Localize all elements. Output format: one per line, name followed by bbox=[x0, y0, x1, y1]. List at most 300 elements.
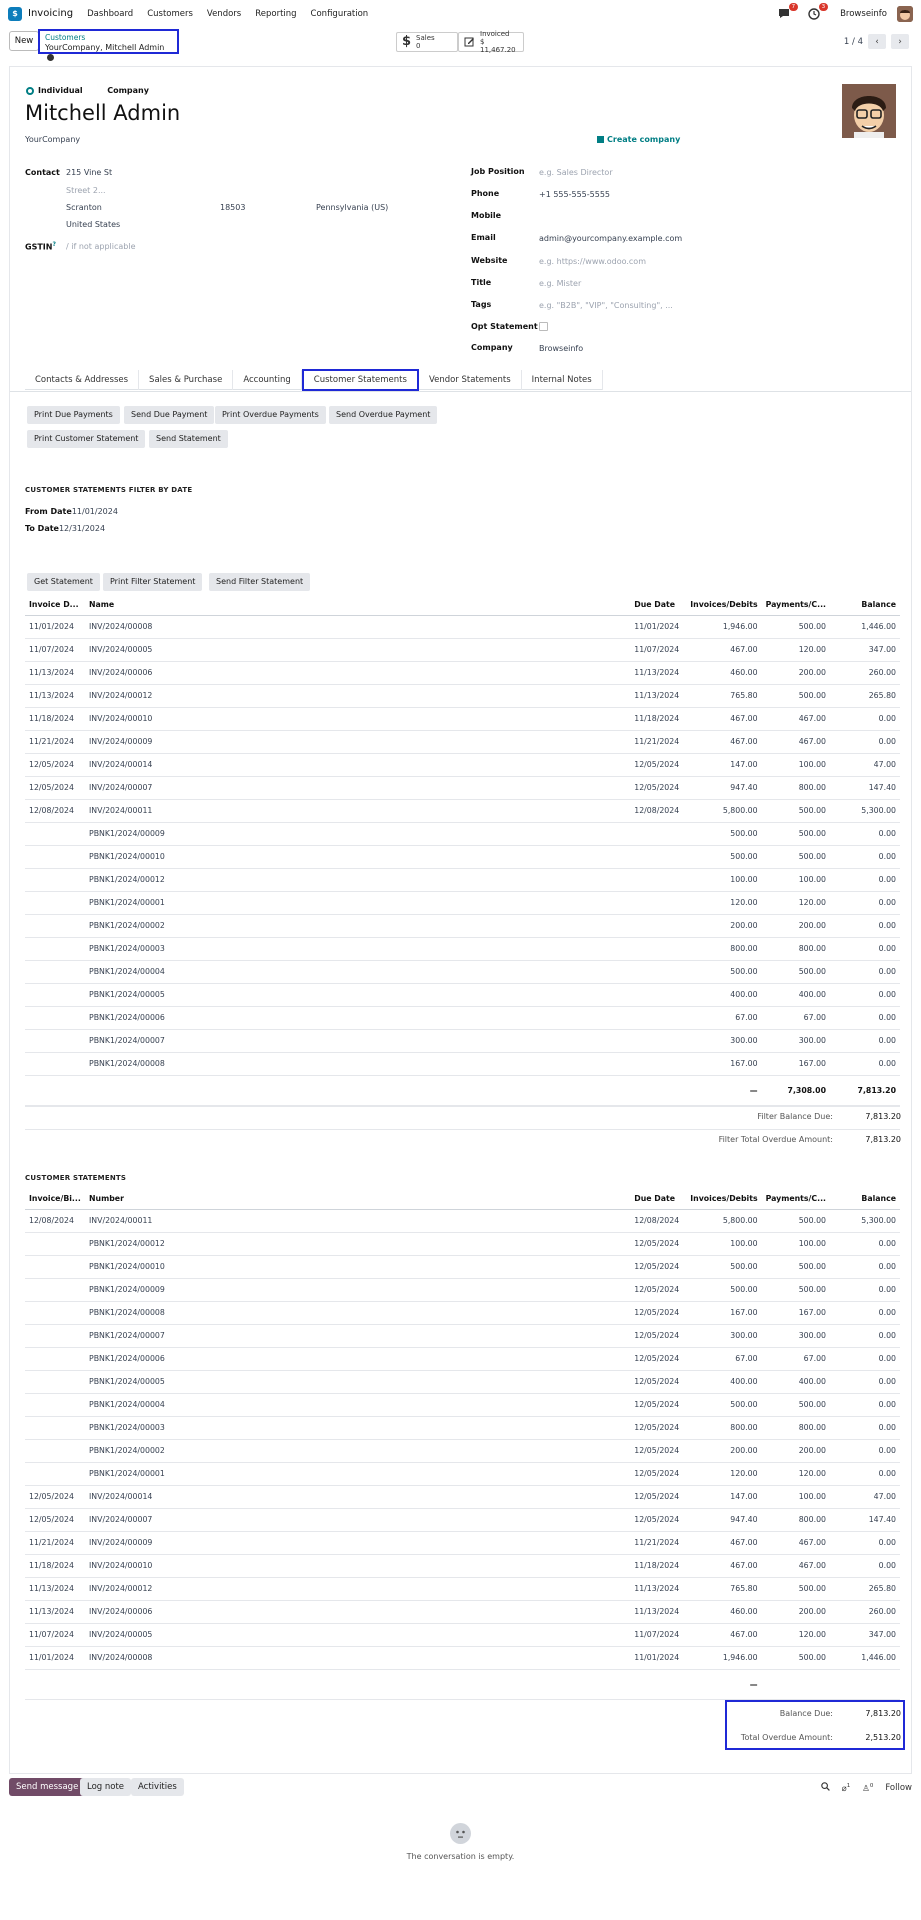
table-cell: 300.00 bbox=[762, 1324, 830, 1347]
tab-accounting[interactable]: Accounting bbox=[233, 370, 301, 390]
table-cell: 120.00 bbox=[686, 891, 761, 914]
radio-company-label[interactable]: Company bbox=[107, 86, 149, 95]
table-cell: 0.00 bbox=[830, 1462, 900, 1485]
totals-highlight-box bbox=[725, 1700, 905, 1750]
column-header[interactable]: Balance bbox=[830, 595, 900, 615]
table-cell bbox=[25, 1462, 85, 1485]
print-overdue-payments-button[interactable]: Print Overdue Payments bbox=[215, 406, 326, 424]
app-name[interactable]: Invoicing bbox=[28, 8, 74, 19]
table-cell: PBNK1/2024/00003 bbox=[85, 1416, 630, 1439]
table-cell: 0.00 bbox=[830, 1531, 900, 1554]
table-cell: 0.00 bbox=[830, 1232, 900, 1255]
table-cell: 200.00 bbox=[762, 661, 830, 684]
title-field[interactable]: e.g. Mister bbox=[539, 279, 582, 288]
table-cell: 800.00 bbox=[762, 776, 830, 799]
table-cell: 200.00 bbox=[762, 914, 830, 937]
filter-overdue-row bbox=[610, 1135, 901, 1144]
table-cell: PBNK1/2024/00012 bbox=[85, 1232, 630, 1255]
table-cell: 400.00 bbox=[762, 983, 830, 1006]
table-cell: 0.00 bbox=[830, 914, 900, 937]
menu-dashboard[interactable]: Dashboard bbox=[87, 8, 134, 19]
filter-row[interactable] bbox=[25, 937, 900, 960]
statement-row[interactable] bbox=[25, 1324, 900, 1347]
table-cell: 500.00 bbox=[762, 1646, 830, 1669]
table-cell: INV/2024/00008 bbox=[85, 1646, 630, 1669]
messages-icon[interactable] bbox=[778, 3, 796, 20]
filter-row[interactable] bbox=[25, 914, 900, 937]
paperclip-icon: ⌀ bbox=[841, 1783, 847, 1794]
table-cell: 11/18/2024 bbox=[25, 1554, 85, 1577]
filter-row[interactable] bbox=[25, 891, 900, 914]
table-cell: 0.00 bbox=[830, 868, 900, 891]
table-cell: 11/13/2024 bbox=[25, 1577, 85, 1600]
table-cell: 467.00 bbox=[686, 638, 761, 661]
table-cell bbox=[630, 1006, 686, 1029]
email-field[interactable]: admin@yourcompany.example.com bbox=[539, 234, 683, 243]
table-cell: 265.80 bbox=[830, 1577, 900, 1600]
table-cell: 120.00 bbox=[762, 1623, 830, 1646]
table-cell: INV/2024/00009 bbox=[85, 730, 630, 753]
table-cell: 500.00 bbox=[762, 615, 830, 638]
column-header[interactable]: Number bbox=[85, 1189, 630, 1209]
invoiced-smart-button[interactable] bbox=[458, 32, 524, 52]
table-cell: 67.00 bbox=[686, 1347, 761, 1370]
table-cell: 0.00 bbox=[830, 1052, 900, 1075]
table-cell: 147.40 bbox=[830, 1508, 900, 1531]
table-cell: 12/05/2024 bbox=[25, 1485, 85, 1508]
send-statement-button[interactable]: Send Statement bbox=[149, 430, 228, 448]
totals-row bbox=[25, 1075, 900, 1105]
table-cell: 147.40 bbox=[830, 776, 900, 799]
table-cell: 12/05/2024 bbox=[630, 776, 686, 799]
filter-row[interactable] bbox=[25, 845, 900, 868]
filter-row[interactable] bbox=[25, 638, 900, 661]
mobile-field[interactable] bbox=[539, 209, 789, 222]
statement-row[interactable] bbox=[25, 1577, 900, 1600]
table-cell: 500.00 bbox=[762, 1278, 830, 1301]
table-cell bbox=[25, 1052, 85, 1075]
table-cell: 11/01/2024 bbox=[630, 615, 686, 638]
from-date-field[interactable]: 11/01/2024 bbox=[71, 507, 118, 516]
title-label: Title bbox=[471, 278, 492, 287]
table-cell: PBNK1/2024/00009 bbox=[85, 822, 630, 845]
pager-value[interactable]: 1 / 4 bbox=[843, 36, 863, 47]
table-cell: INV/2024/00009 bbox=[85, 1531, 630, 1554]
table-cell: 1,946.00 bbox=[686, 615, 761, 638]
job-position-field[interactable]: e.g. Sales Director bbox=[539, 168, 613, 177]
totals-row bbox=[25, 1669, 900, 1699]
table-cell: PBNK1/2024/00012 bbox=[85, 868, 630, 891]
table-cell: PBNK1/2024/00008 bbox=[85, 1052, 630, 1075]
table-cell: 100.00 bbox=[762, 1232, 830, 1255]
gstin-field[interactable]: / if not applicable bbox=[66, 242, 136, 251]
partner-name[interactable]: Mitchell Admin bbox=[25, 101, 181, 125]
table-cell: 500.00 bbox=[762, 822, 830, 845]
table-cell: 12/05/2024 bbox=[630, 1393, 686, 1416]
sales-smart-button[interactable] bbox=[396, 32, 458, 52]
help-icon[interactable]: ? bbox=[52, 241, 56, 248]
table-cell: 12/05/2024 bbox=[630, 1439, 686, 1462]
table-cell: INV/2024/00006 bbox=[85, 1600, 630, 1623]
statement-row[interactable] bbox=[25, 1462, 900, 1485]
top-navbar bbox=[0, 0, 921, 27]
table-cell: 400.00 bbox=[686, 983, 761, 1006]
tab-internal-notes[interactable]: Internal Notes bbox=[522, 370, 603, 390]
country-field[interactable]: United States bbox=[66, 220, 121, 229]
table-cell: 11/13/2024 bbox=[630, 684, 686, 707]
send-overdue-payment-button[interactable]: Send Overdue Payment bbox=[329, 406, 437, 424]
plus-square-icon bbox=[597, 136, 604, 143]
opt-statement-checkbox[interactable] bbox=[539, 322, 548, 331]
filter-row[interactable] bbox=[25, 1052, 900, 1075]
statement-row[interactable] bbox=[25, 1485, 900, 1508]
filter-overdue-value: 7,813.20 bbox=[865, 1135, 901, 1144]
table-cell: 0.00 bbox=[830, 730, 900, 753]
print-filter-statement-button[interactable]: Print Filter Statement bbox=[103, 573, 202, 591]
table-cell: 347.00 bbox=[830, 638, 900, 661]
balance-due-label: Balance Due: bbox=[779, 1709, 833, 1718]
print-customer-statement-button[interactable]: Print Customer Statement bbox=[27, 430, 145, 448]
zip-field[interactable]: 18503 bbox=[220, 203, 246, 212]
table-cell: 467.00 bbox=[762, 730, 830, 753]
sales-label: Sales bbox=[416, 34, 435, 42]
column-header[interactable]: Invoice/Bi... bbox=[25, 1189, 85, 1209]
gstin-label bbox=[25, 241, 56, 252]
table-cell: INV/2024/00014 bbox=[85, 753, 630, 776]
opt-statement-label: Opt Statement bbox=[471, 322, 538, 331]
column-header[interactable]: Due Date bbox=[630, 1189, 686, 1209]
tab-contacts-addresses[interactable]: Contacts & Addresses bbox=[25, 370, 139, 390]
table-cell: 300.00 bbox=[686, 1324, 761, 1347]
website-label: Website bbox=[471, 256, 508, 265]
filter-row[interactable] bbox=[25, 822, 900, 845]
statement-row[interactable] bbox=[25, 1255, 900, 1278]
job-position-label: Job Position bbox=[471, 167, 525, 176]
street2-field[interactable]: Street 2... bbox=[66, 186, 106, 195]
activities-icon[interactable] bbox=[808, 3, 826, 20]
mobile-label: Mobile bbox=[471, 211, 502, 220]
user-avatar[interactable] bbox=[897, 6, 913, 22]
get-statement-button[interactable]: Get Statement bbox=[27, 573, 100, 591]
table-cell: 12/05/2024 bbox=[630, 1347, 686, 1370]
table-cell: 460.00 bbox=[686, 661, 761, 684]
send-filter-statement-button[interactable]: Send Filter Statement bbox=[209, 573, 310, 591]
table-cell bbox=[25, 914, 85, 937]
contact-label: Contact bbox=[25, 168, 60, 177]
table-cell: INV/2024/00005 bbox=[85, 1623, 630, 1646]
table-cell: 12/08/2024 bbox=[630, 1209, 686, 1232]
followers-button[interactable] bbox=[862, 1783, 873, 1794]
table-cell: 5,300.00 bbox=[830, 1209, 900, 1232]
table-cell: 100.00 bbox=[762, 1485, 830, 1508]
customer-statements-table bbox=[25, 1189, 900, 1700]
total-cell bbox=[630, 1669, 686, 1699]
filter-row[interactable] bbox=[25, 799, 900, 822]
gstin-label-text: GSTIN bbox=[25, 242, 53, 252]
table-cell bbox=[630, 822, 686, 845]
send-due-payment-button[interactable]: Send Due Payment bbox=[124, 406, 214, 424]
gear-icon[interactable] bbox=[47, 54, 54, 61]
table-cell: 467.00 bbox=[686, 1623, 761, 1646]
table-cell: 500.00 bbox=[686, 1393, 761, 1416]
table-cell: 12/08/2024 bbox=[25, 1209, 85, 1232]
user-icon: ♙ bbox=[862, 1783, 870, 1794]
table-cell bbox=[630, 983, 686, 1006]
table-cell: 0.00 bbox=[830, 1029, 900, 1052]
table-cell: 11/01/2024 bbox=[630, 1646, 686, 1669]
tab-vendor-statements[interactable]: Vendor Statements bbox=[419, 370, 522, 390]
statement-row[interactable] bbox=[25, 1439, 900, 1462]
table-cell: 0.00 bbox=[830, 1439, 900, 1462]
table-cell: 800.00 bbox=[762, 937, 830, 960]
table-cell: 147.00 bbox=[686, 753, 761, 776]
pager bbox=[844, 34, 909, 49]
statement-row[interactable] bbox=[25, 1209, 900, 1232]
table-cell bbox=[25, 868, 85, 891]
pager-next-button[interactable]: › bbox=[891, 34, 909, 49]
table-cell bbox=[25, 1232, 85, 1255]
statement-row[interactable] bbox=[25, 1347, 900, 1370]
tags-label: Tags bbox=[471, 300, 492, 309]
table-cell: 1,446.00 bbox=[830, 1646, 900, 1669]
company-switcher[interactable]: Browseinfo bbox=[840, 8, 887, 19]
send-message-button[interactable]: Send message bbox=[9, 1778, 85, 1796]
filter-row[interactable] bbox=[25, 1006, 900, 1029]
table-cell: INV/2024/00008 bbox=[85, 615, 630, 638]
table-cell: 12/05/2024 bbox=[630, 1232, 686, 1255]
divider bbox=[25, 1129, 900, 1130]
menu-vendors[interactable]: Vendors bbox=[206, 8, 242, 19]
activities-button[interactable]: Activities bbox=[131, 1778, 184, 1796]
table-cell: 167.00 bbox=[762, 1052, 830, 1075]
breadcrumb-current-label: YourCompany, Mitchell Admin bbox=[45, 43, 165, 52]
table-cell: 11/07/2024 bbox=[630, 638, 686, 661]
company-field[interactable]: Browseinfo bbox=[539, 344, 584, 353]
filter-row[interactable] bbox=[25, 661, 900, 684]
pager-previous-button[interactable]: ‹ bbox=[868, 34, 886, 49]
filter-row[interactable] bbox=[25, 730, 900, 753]
menu-configuration[interactable]: Configuration bbox=[310, 8, 369, 19]
search-icon[interactable] bbox=[821, 1782, 830, 1794]
table-cell: 947.40 bbox=[686, 1508, 761, 1531]
table-cell: INV/2024/00007 bbox=[85, 776, 630, 799]
table-cell: 120.00 bbox=[762, 1462, 830, 1485]
table-cell: 0.00 bbox=[830, 822, 900, 845]
table-cell: 500.00 bbox=[762, 684, 830, 707]
filter-row[interactable] bbox=[25, 707, 900, 730]
table-cell: 11/01/2024 bbox=[25, 1646, 85, 1669]
statement-row[interactable] bbox=[25, 1646, 900, 1669]
table-cell: 467.00 bbox=[762, 707, 830, 730]
table-cell: INV/2024/00012 bbox=[85, 684, 630, 707]
table-cell: 12/05/2024 bbox=[630, 1416, 686, 1439]
to-date-label: To Date bbox=[25, 524, 59, 533]
table-cell: 67.00 bbox=[686, 1006, 761, 1029]
control-panel bbox=[0, 28, 921, 58]
table-cell: 0.00 bbox=[830, 1324, 900, 1347]
divider bbox=[25, 1106, 900, 1107]
total-cell: 7,308.00 bbox=[762, 1075, 830, 1105]
activities-badge: 3 bbox=[819, 3, 829, 11]
table-cell: 947.40 bbox=[686, 776, 761, 799]
table-cell: 460.00 bbox=[686, 1600, 761, 1623]
tab-sales-purchase[interactable]: Sales & Purchase bbox=[139, 370, 233, 390]
log-note-button[interactable]: Log note bbox=[80, 1778, 131, 1796]
table-cell: 0.00 bbox=[830, 1347, 900, 1370]
table-cell: 12/08/2024 bbox=[630, 799, 686, 822]
total-cell: — bbox=[686, 1075, 761, 1105]
tab-customer-statements[interactable]: Customer Statements bbox=[302, 369, 419, 391]
column-header[interactable]: Payments/C... bbox=[762, 595, 830, 615]
menu-customers[interactable]: Customers bbox=[147, 8, 193, 19]
table-cell bbox=[25, 983, 85, 1006]
table-cell: PBNK1/2024/00005 bbox=[85, 1370, 630, 1393]
filter-row[interactable] bbox=[25, 753, 900, 776]
table-cell bbox=[25, 1278, 85, 1301]
table-cell: 500.00 bbox=[762, 1577, 830, 1600]
total-overdue-label: Total Overdue Amount: bbox=[740, 1733, 833, 1742]
filter-row[interactable] bbox=[25, 1029, 900, 1052]
invoicing-app-icon[interactable]: $ bbox=[8, 7, 22, 21]
table-cell: 47.00 bbox=[830, 1485, 900, 1508]
to-date-field[interactable]: 12/31/2024 bbox=[58, 524, 106, 533]
table-cell: 500.00 bbox=[686, 845, 761, 868]
partner-avatar[interactable] bbox=[842, 84, 896, 138]
table-cell: 1,946.00 bbox=[686, 1646, 761, 1669]
table-cell: 11/13/2024 bbox=[630, 1577, 686, 1600]
filter-row[interactable] bbox=[25, 960, 900, 983]
column-header[interactable]: Due Date bbox=[630, 595, 686, 615]
city-field[interactable]: Scranton bbox=[66, 203, 102, 212]
table-cell: 500.00 bbox=[762, 1393, 830, 1416]
table-cell bbox=[25, 822, 85, 845]
table-cell: 0.00 bbox=[830, 983, 900, 1006]
tabs-divider bbox=[10, 391, 911, 392]
table-cell bbox=[630, 845, 686, 868]
total-cell bbox=[630, 1075, 686, 1105]
invoiced-label: Invoiced bbox=[480, 30, 510, 38]
statement-row[interactable] bbox=[25, 1301, 900, 1324]
column-header[interactable]: Payments/C... bbox=[762, 1189, 830, 1209]
column-header[interactable]: Name bbox=[85, 595, 630, 615]
street-field[interactable]: 215 Vine St bbox=[66, 168, 113, 177]
statement-row[interactable] bbox=[25, 1600, 900, 1623]
filter-section-title: CUSTOMER STATEMENTS FILTER BY DATE bbox=[25, 486, 193, 494]
filter-row[interactable] bbox=[25, 983, 900, 1006]
table-cell: 800.00 bbox=[686, 1416, 761, 1439]
radio-individual-label[interactable]: Individual bbox=[38, 86, 83, 95]
table-cell: INV/2024/00014 bbox=[85, 1485, 630, 1508]
create-company-link[interactable] bbox=[597, 135, 680, 144]
statement-row[interactable] bbox=[25, 1623, 900, 1646]
statement-row[interactable] bbox=[25, 1554, 900, 1577]
table-cell bbox=[630, 937, 686, 960]
table-cell: 0.00 bbox=[830, 1006, 900, 1029]
table-cell: 167.00 bbox=[686, 1301, 761, 1324]
table-cell: 167.00 bbox=[686, 1052, 761, 1075]
follow-button[interactable]: Follow bbox=[885, 1783, 912, 1793]
total-cell: — bbox=[686, 1669, 761, 1699]
statement-row[interactable] bbox=[25, 1370, 900, 1393]
filter-balance-due-value: 7,813.20 bbox=[865, 1112, 901, 1121]
table-cell: INV/2024/00006 bbox=[85, 661, 630, 684]
table-cell: 11/13/2024 bbox=[25, 684, 85, 707]
print-due-payments-button[interactable]: Print Due Payments bbox=[27, 406, 120, 424]
column-header[interactable]: Balance bbox=[830, 1189, 900, 1209]
table-cell: 5,800.00 bbox=[686, 1209, 761, 1232]
statement-row[interactable] bbox=[25, 1416, 900, 1439]
table-cell: 11/13/2024 bbox=[630, 661, 686, 684]
filter-row[interactable] bbox=[25, 868, 900, 891]
table-cell: 500.00 bbox=[762, 960, 830, 983]
table-cell: 467.00 bbox=[686, 707, 761, 730]
attachments-button[interactable] bbox=[842, 1783, 851, 1794]
table-cell: 800.00 bbox=[686, 937, 761, 960]
filter-balance-due-row bbox=[610, 1112, 901, 1121]
empty-conversation-icon bbox=[450, 1823, 471, 1844]
breadcrumb-parent[interactable]: Customers bbox=[45, 33, 86, 42]
table-cell: 765.80 bbox=[686, 684, 761, 707]
table-cell: 100.00 bbox=[762, 868, 830, 891]
breadcrumb bbox=[38, 29, 179, 54]
total-overdue-value: 2,513.20 bbox=[865, 1733, 901, 1742]
filter-row[interactable] bbox=[25, 615, 900, 638]
column-header[interactable]: Invoice D... bbox=[25, 595, 85, 615]
table-cell: 12/05/2024 bbox=[25, 1508, 85, 1531]
phone-field[interactable]: +1 555-555-5555 bbox=[539, 190, 611, 199]
statement-row[interactable] bbox=[25, 1278, 900, 1301]
filter-row[interactable] bbox=[25, 684, 900, 707]
column-header[interactable]: Invoices/Debits bbox=[686, 1189, 761, 1209]
statement-row[interactable] bbox=[25, 1232, 900, 1255]
menu-reporting[interactable]: Reporting bbox=[255, 8, 297, 19]
column-header[interactable]: Invoices/Debits bbox=[686, 595, 761, 615]
website-field[interactable]: e.g. https://www.odoo.com bbox=[539, 257, 646, 266]
table-cell: INV/2024/00007 bbox=[85, 1508, 630, 1531]
table-cell: 11/21/2024 bbox=[25, 1531, 85, 1554]
table-cell bbox=[630, 914, 686, 937]
table-cell: 12/08/2024 bbox=[25, 799, 85, 822]
radio-individual[interactable] bbox=[26, 87, 34, 95]
table-cell: 200.00 bbox=[762, 1600, 830, 1623]
table-cell: PBNK1/2024/00010 bbox=[85, 845, 630, 868]
table-cell bbox=[25, 1439, 85, 1462]
total-cell bbox=[85, 1669, 630, 1699]
table-cell: 0.00 bbox=[830, 891, 900, 914]
table-cell bbox=[630, 1029, 686, 1052]
sales-value: 0 bbox=[416, 42, 421, 50]
filter-row[interactable] bbox=[25, 776, 900, 799]
tags-field[interactable]: e.g. "B2B", "VIP", "Consulting", ... bbox=[539, 301, 673, 310]
table-cell bbox=[630, 960, 686, 983]
parent-company[interactable]: YourCompany bbox=[25, 135, 81, 144]
table-cell: 300.00 bbox=[762, 1029, 830, 1052]
new-button[interactable]: New bbox=[9, 31, 39, 51]
radio-company[interactable] bbox=[95, 87, 103, 95]
table-cell: 12/05/2024 bbox=[25, 753, 85, 776]
table-cell bbox=[25, 1301, 85, 1324]
table-cell: 67.00 bbox=[762, 1347, 830, 1370]
statement-row[interactable] bbox=[25, 1531, 900, 1554]
table-cell: 800.00 bbox=[762, 1508, 830, 1531]
table-cell: 0.00 bbox=[830, 937, 900, 960]
notebook-tabs bbox=[25, 370, 603, 390]
table-cell: 11/13/2024 bbox=[630, 1600, 686, 1623]
statement-row[interactable] bbox=[25, 1508, 900, 1531]
statement-row[interactable] bbox=[25, 1393, 900, 1416]
table-cell bbox=[25, 1347, 85, 1370]
state-field[interactable]: Pennsylvania (US) bbox=[316, 203, 389, 212]
